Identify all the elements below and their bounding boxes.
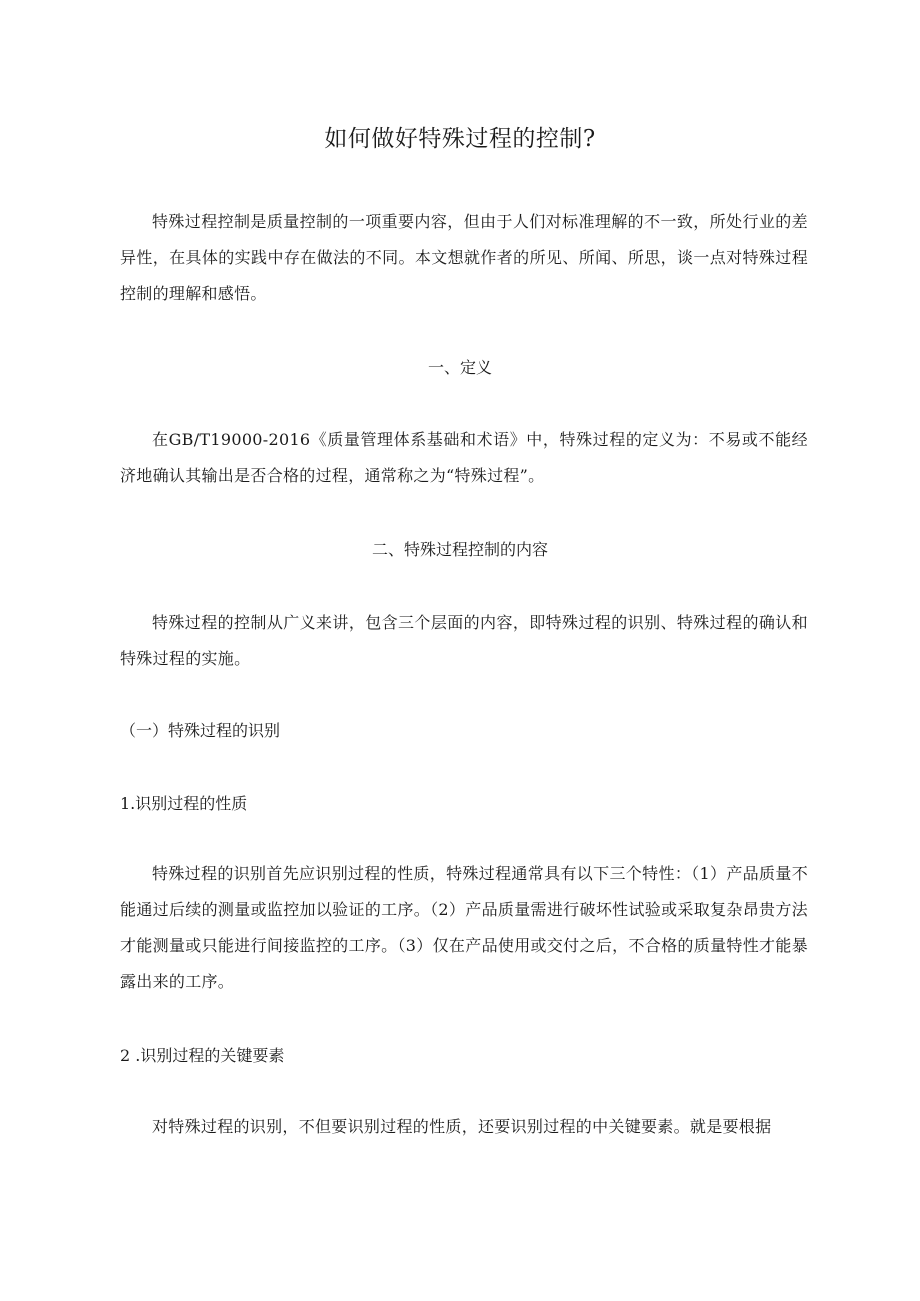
- intro-paragraph: 特殊过程控制是质量控制的一项重要内容，但由于人们对标准理解的不一致，所处行业的差异性，在具体的实践中存在做法的不同。本文想就作者的所见、所闻、所思，谈一点对特殊过程控制的理解和感悟。: [120, 212, 808, 303]
- item-heading-process-nature: 1.识别过程的性质: [120, 794, 248, 813]
- definition-paragraph: 在GB/T19000-2016《质量管理体系基础和术语》中，特殊过程的定义为：不易或不能经济地确认其输出是否合格的过程，通常称之为“特殊过程”。: [120, 430, 808, 485]
- section-heading-control-content: 二、特殊过程控制的内容: [371, 540, 548, 559]
- document-title: 如何做好特殊过程的控制?: [324, 126, 596, 152]
- key-elements-paragraph: 对特殊过程的识别，不但要识别过程的性质，还要识别过程的中关键要素。就是要根据: [152, 1117, 772, 1136]
- item-heading-key-elements: 2 .识别过程的关键要素: [120, 1046, 285, 1065]
- subsection-heading-identification: （一）特殊过程的识别: [120, 721, 281, 740]
- process-nature-paragraph: 特殊过程的识别首先应识别过程的性质，特殊过程通常具有以下三个特性：（1）产品质量不能通过后续的测量或监控加以验证的工序。（2）产品质量需进行破坏性试验或采取复杂昂贵方法才能测量或只能进行间接监控的工序。（3）仅在产品使用或交付之后，不合格的质量特性才能暴露出来的工序。: [120, 864, 808, 991]
- section-heading-definition: 一、定义: [427, 358, 492, 377]
- control-content-paragraph: 特殊过程的控制从广义来讲，包含三个层面的内容，即特殊过程的识别、特殊过程的确认和特殊过程的实施。: [120, 613, 808, 668]
